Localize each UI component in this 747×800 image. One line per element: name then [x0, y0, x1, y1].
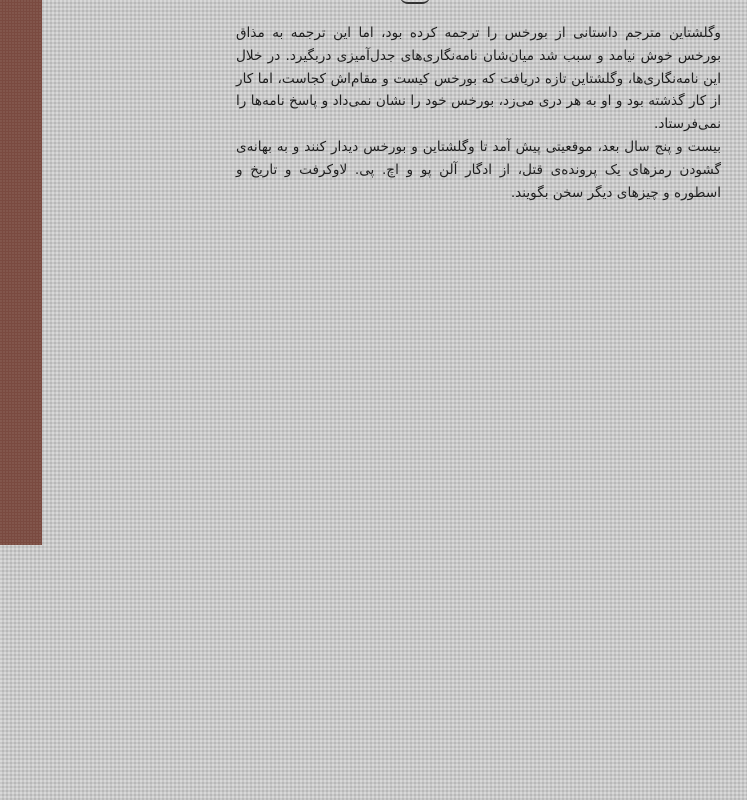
back-cover-blurb: [236, 22, 721, 204]
spine-color-band: [0, 0, 42, 545]
cut-off-glyph: [400, 0, 430, 4]
blurb-paragraph-1: وگلشتاین مترجم داستانی از بورخس را ترجمه کرده بود، اما این ترجمه به مذاق بورخس خوش نیامد و سبب شد میان‌شان نامه‌نگاری‌های جدل‌آمیزی دربگیرد. در خلال این نامه‌نگاری‌ها، وگلشتاین تازه دریافت که بورخس کیست و مقام‌اش کجاست، اما کار از کار گذشته بود و او به هر دری می‌زد، بورخس خود را نشان نمی‌داد و پاسخ نامه‌ها را نمی‌فرستاد.: [236, 25, 721, 133]
blurb-paragraph-2: بیست و پنج سال بعد، موقعیتی پیش آمد تا وگلشتاین و بورخس دیدار کنند و به بهانه‌ی گشودن رمزهای یک پرونده‌ی قتل، از ادگار آلن پو و اچ. پی. لاوکرفت و تاریخ و اسطوره و چیزهای دیگر سخن بگویند.: [236, 138, 721, 201]
